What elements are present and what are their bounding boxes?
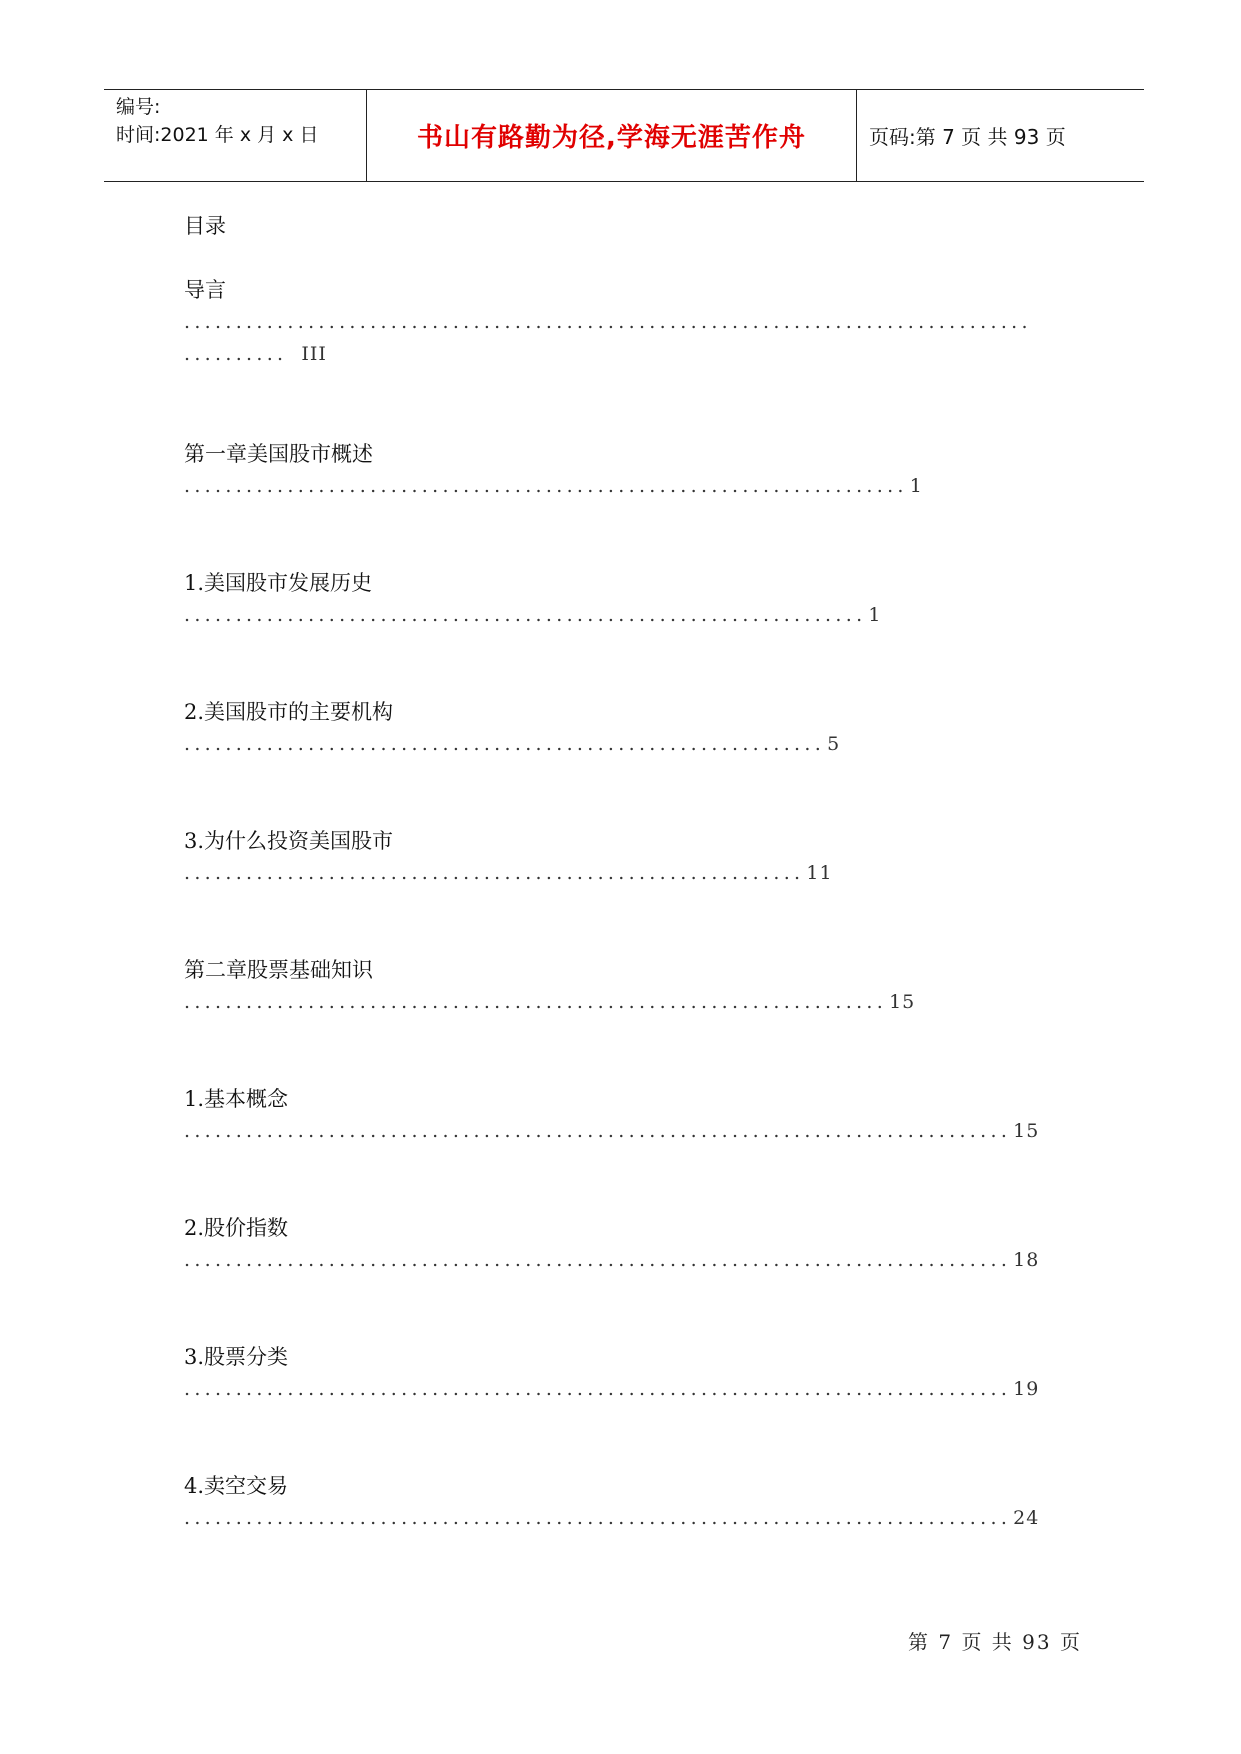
toc-entry-2-3[interactable] bbox=[184, 1341, 1039, 1405]
toc-page-number: 11 bbox=[806, 862, 833, 884]
toc-entry-2-2[interactable] bbox=[184, 1212, 1039, 1276]
toc-heading: 目录 bbox=[184, 214, 226, 238]
toc-leader: ............................................................ bbox=[184, 862, 805, 884]
toc-leader: .................................................................................. bbox=[184, 311, 1032, 333]
toc-leader: ...................................................................... bbox=[184, 475, 908, 497]
toc-entry-chapter-2[interactable] bbox=[184, 954, 915, 1018]
toc-entry-title: 2.美国股市的主要机构 bbox=[184, 700, 394, 724]
toc-entry-title: 1.美国股市发展历史 bbox=[184, 571, 373, 595]
toc-entry-1-2[interactable] bbox=[184, 696, 840, 760]
toc-entry-title: 第二章股票基础知识 bbox=[184, 958, 373, 982]
toc-leader: .......... bbox=[184, 343, 288, 365]
toc-page-number: 1 bbox=[868, 604, 882, 626]
header-motto: 书山有路勤为径,学海无涯苦作舟 bbox=[367, 90, 857, 181]
toc-entry-1-3[interactable] bbox=[184, 825, 833, 889]
toc-entry-2-4[interactable] bbox=[184, 1470, 1039, 1534]
toc-page-number: III bbox=[301, 343, 327, 365]
toc-page-number: 24 bbox=[1013, 1507, 1040, 1529]
toc-entry-title: 第一章美国股市概述 bbox=[184, 442, 373, 466]
toc-page-number: 5 bbox=[827, 733, 841, 755]
toc-page-number: 19 bbox=[1013, 1378, 1040, 1400]
toc-page-number: 15 bbox=[1013, 1120, 1040, 1142]
table-of-contents bbox=[184, 210, 1084, 1529]
toc-leader: ................................................................................ bbox=[184, 1507, 1012, 1529]
toc-leader: .................................................................. bbox=[184, 604, 867, 626]
toc-page-number: 15 bbox=[889, 991, 916, 1013]
toc-entry-chapter-1[interactable] bbox=[184, 438, 923, 502]
toc-leader: ................................................................................ bbox=[184, 1249, 1012, 1271]
toc-entry-title: 2.股价指数 bbox=[184, 1216, 289, 1240]
toc-leader: ................................................................................ bbox=[184, 1378, 1012, 1400]
toc-entry-1-1[interactable] bbox=[184, 567, 882, 631]
header-meta bbox=[104, 90, 367, 181]
toc-leader: ................................................................................ bbox=[184, 1120, 1012, 1142]
serial-number-label: 编号: bbox=[116, 96, 161, 118]
toc-entry-title: 1.基本概念 bbox=[184, 1087, 289, 1111]
toc-leader: .................................................................... bbox=[184, 991, 888, 1013]
document-header bbox=[104, 89, 1144, 182]
toc-entry-title: 导言 bbox=[184, 278, 226, 302]
header-page-info: 页码:第 7 页 共 93 页 bbox=[869, 125, 1066, 149]
toc-entry-title: 3.为什么投资美国股市 bbox=[184, 829, 394, 853]
page-footer: 第 7 页 共 93 页 bbox=[908, 1630, 1082, 1654]
toc-entry-2-1[interactable] bbox=[184, 1083, 1039, 1147]
toc-entry-title: 4.卖空交易 bbox=[184, 1474, 289, 1498]
toc-entry-title: 3.股票分类 bbox=[184, 1345, 289, 1369]
toc-leader: .............................................................. bbox=[184, 733, 826, 755]
toc-page-number: 18 bbox=[1013, 1249, 1040, 1271]
toc-entry-introduction[interactable] bbox=[184, 274, 1032, 370]
date-label: 时间:2021 年 x 月 x 日 bbox=[116, 124, 319, 146]
toc-page-number: 1 bbox=[909, 475, 923, 497]
